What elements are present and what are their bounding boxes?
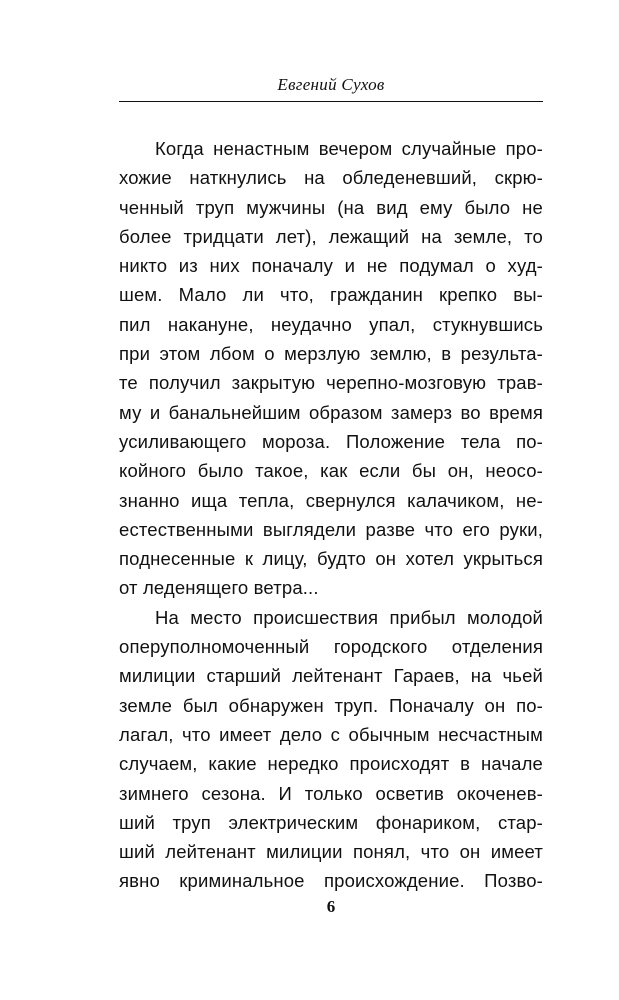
text-line: лагал, что имеет дело с обычным несчастным [119, 723, 543, 745]
text-line: при этом лбом о мерзлую землю, в результа- [119, 343, 543, 365]
text-line: ший труп электрическим фонариком, стар- [119, 811, 543, 833]
text-line: усиливающего мороза. Положение тела по- [119, 430, 543, 452]
text-line: естественными выглядели разве что его руки, [119, 518, 543, 540]
running-head: Евгений Сухов [277, 75, 385, 94]
text-line: му и банальнейшим образом замерз во время [119, 401, 543, 423]
text-line: более тридцати лет), лежащий на земле, то [119, 225, 543, 247]
text-line: ченный труп мужчины (на вид ему было не [119, 196, 543, 218]
text-line: никто из них поначалу и не подумал о худ- [119, 255, 543, 277]
paragraph-2 [119, 603, 543, 896]
text-line: знанно ища тепла, свернулся калачиком, не- [119, 489, 543, 511]
text-line: Когда ненастным вечером случайные про- [155, 138, 543, 159]
text-line: пил накануне, неудачно упал, стукнувшись [119, 313, 543, 335]
text-line: ший лейтенант милиции понял, что он имеет [119, 841, 543, 863]
text-line: явно криминальное происхождение. Позво- [119, 870, 543, 892]
text-line: хожие наткнулись на обледеневший, скрю- [119, 167, 543, 189]
text-line: случаем, какие нередко происходят в начале [119, 753, 543, 775]
text-line: милиции старший лейтенант Гараев, на чьей [119, 665, 543, 687]
text-line: земле был обнаружен труп. Поначалу он по- [119, 694, 543, 716]
text-line: зимнего сезона. И только осветив окоченев- [119, 782, 543, 804]
text-line: оперуполномоченный городского отделения [119, 636, 543, 658]
text-line: от леденящего ветра... [119, 577, 319, 599]
text-line: поднесенные к лицу, будто он хотел укрыться [119, 548, 543, 570]
text-line: койного было такое, как если бы он, неосо- [119, 460, 543, 482]
body-text [119, 134, 543, 896]
text-line: шем. Мало ли что, гражданин крепко вы- [119, 284, 543, 306]
text-line: те получил закрытую черепно-мозговую трав- [119, 372, 543, 394]
header-rule [119, 101, 543, 102]
page-number: 6 [326, 897, 336, 916]
text-line: На место происшествия прибыл молодой [155, 606, 543, 628]
paragraph-1 [119, 134, 543, 603]
